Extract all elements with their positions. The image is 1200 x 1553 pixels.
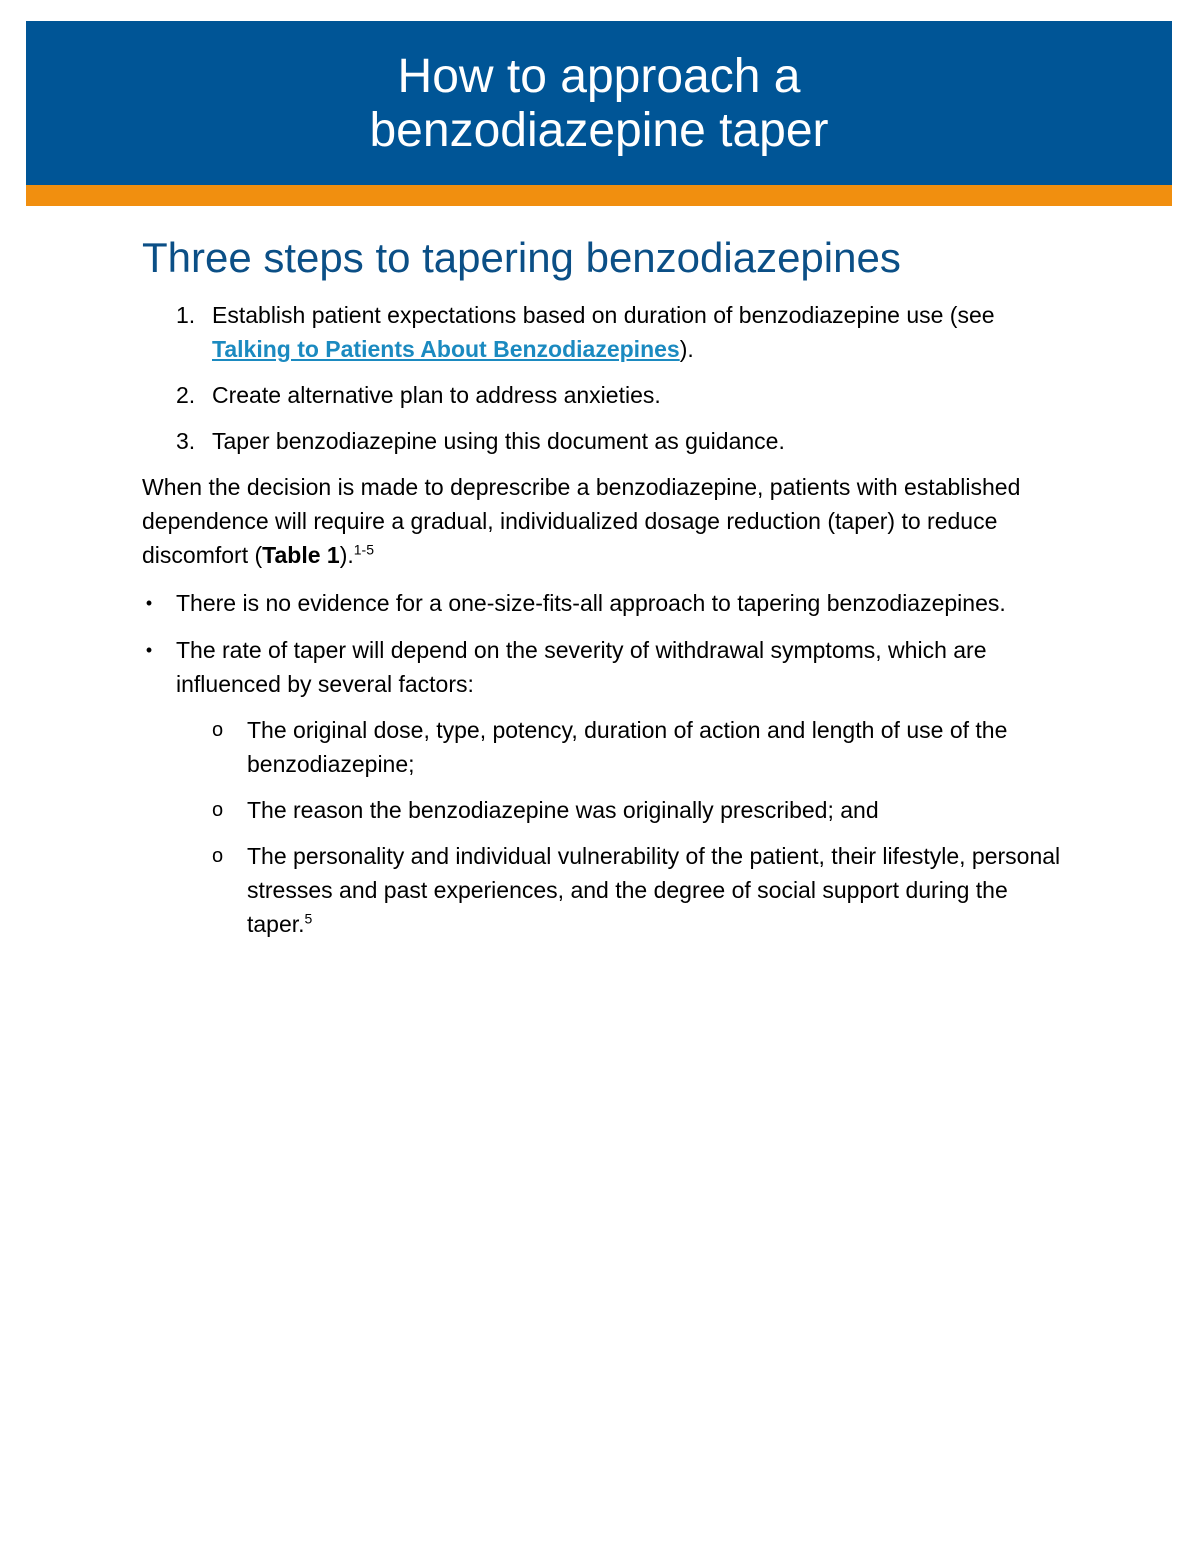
step-text: Create alternative plan to address anxieties. <box>212 382 661 408</box>
step-text-end: ). <box>679 336 694 362</box>
header-band <box>26 21 1172 185</box>
bullet-item <box>142 586 1062 620</box>
paragraph-text: When the decision is made to deprescribe a benzodiazepine, patients with established dependence will require a gradual, individualized dosage reduction (taper) to reduce discomfort ( <box>142 474 1021 568</box>
talking-to-patients-link[interactable]: Talking to Patients About Benzodiazepines <box>212 336 680 362</box>
accent-stripe <box>26 185 1172 206</box>
step-text: Taper benzodiazepine using this document as guidance. <box>212 428 785 454</box>
step-item <box>142 424 1062 458</box>
circle-bullet-icon: o <box>212 845 224 867</box>
bullet-item <box>142 633 1062 941</box>
step-item <box>142 378 1062 412</box>
sub-bullet-item <box>176 839 1062 941</box>
circle-bullet-icon: o <box>212 799 224 821</box>
step-number: 2. <box>176 382 196 408</box>
sub-bullet-item <box>176 793 1062 827</box>
step-number: 1. <box>176 302 196 328</box>
sub-bullet-list <box>176 713 1062 941</box>
page-title-line-1: How to approach a <box>397 50 801 103</box>
sub-bullet-item <box>176 713 1062 781</box>
citation-superscript: 1-5 <box>353 541 374 558</box>
citation-superscript: 5 <box>304 910 313 927</box>
bullet-icon: • <box>145 593 153 613</box>
step-text: Establish patient expectations based on duration of benzodiazepine use (see <box>212 302 995 328</box>
document-body <box>142 232 1062 954</box>
bullet-text: The rate of taper will depend on the severity of withdrawal symptoms, which are influenced by several factors: <box>176 637 987 697</box>
sub-bullet-text: The reason the benzodiazepine was originally prescribed; and <box>247 797 879 823</box>
paragraph-text-end: ). <box>339 542 354 568</box>
sub-bullet-text: The personality and individual vulnerability of the patient, their lifestyle, personal stresses and past experiences, and the degree of social support during the taper. <box>247 843 1061 937</box>
table-reference: Table 1 <box>262 542 340 568</box>
bullet-text: There is no evidence for a one-size-fits-all approach to tapering benzodiazepines. <box>176 590 1006 616</box>
steps-list <box>142 298 1062 458</box>
bullet-icon: • <box>145 640 153 660</box>
step-number: 3. <box>176 428 196 454</box>
page-title <box>26 50 1172 158</box>
circle-bullet-icon: o <box>212 719 224 741</box>
page-title-line-2: benzodiazepine taper <box>369 104 829 157</box>
sub-bullet-text: The original dose, type, potency, duration of action and length of use of the benzodiazepine; <box>247 717 1008 777</box>
bullet-list <box>142 586 1062 941</box>
section-heading: Three steps to tapering benzodiazepines <box>142 234 901 281</box>
step-item <box>142 298 1062 366</box>
intro-paragraph <box>142 470 1062 572</box>
